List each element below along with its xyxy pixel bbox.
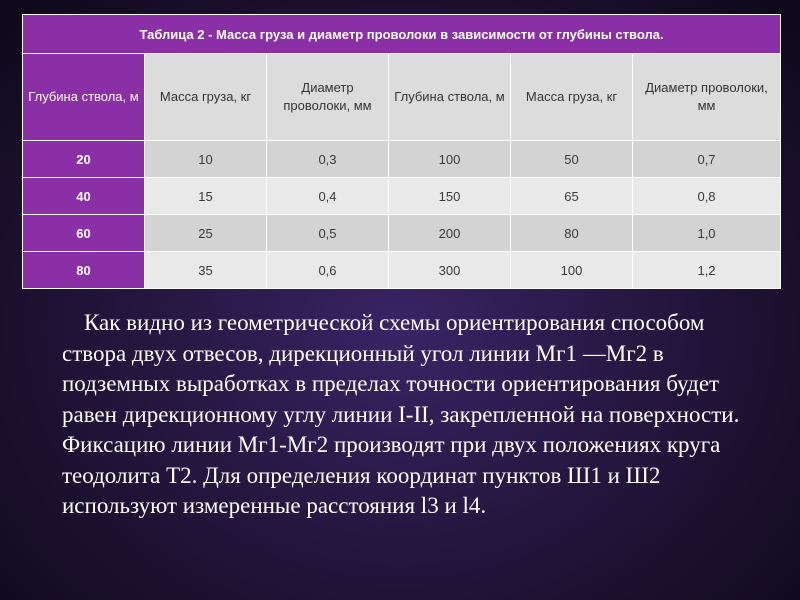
- table-cell: 60: [23, 215, 145, 252]
- header-depth: Глубина ствола, м: [23, 54, 145, 141]
- table-cell: 1,2: [633, 252, 781, 289]
- header-depth-2: Глубина ствола, м: [389, 54, 511, 141]
- table-cell: 200: [389, 215, 511, 252]
- table-cell: 0,8: [633, 178, 781, 215]
- table-cell: 0,4: [267, 178, 389, 215]
- table-cell: 100: [511, 252, 633, 289]
- table-cell: 0,3: [267, 141, 389, 178]
- table-cell: 80: [511, 215, 633, 252]
- table-row: [23, 178, 781, 215]
- table-row: [23, 141, 781, 178]
- table-cell: 65: [511, 178, 633, 215]
- header-diameter-2: Диаметр проволоки, мм: [633, 54, 781, 141]
- table-cell: 35: [145, 252, 267, 289]
- table-cell: 50: [511, 141, 633, 178]
- header-mass-2: Масса груза, кг: [511, 54, 633, 141]
- table-cell: 0,6: [267, 252, 389, 289]
- table-header-row: [23, 54, 781, 141]
- table-cell: 150: [389, 178, 511, 215]
- table-row: [23, 215, 781, 252]
- table-row: [23, 252, 781, 289]
- body-paragraph: Как видно из геометрической схемы ориентирования способом створа двух отвесов, дирекционный угол линии Мг1 —Мг2 в подземных выработках в пределах точности ориентирования будет равен дирекционному углу линии I-II, закрепленной на поверхности. Фиксацию линии Мг1-Мг2 производят при двух положениях круга теодолита Т2. Для определения координат пунктов Ш1 и Ш2 используют измеренные расстояния l3 и l4.: [62, 310, 740, 518]
- header-diameter: Диаметр проволоки, мм: [267, 54, 389, 141]
- table-cell: 80: [23, 252, 145, 289]
- table-cell: 40: [23, 178, 145, 215]
- data-table: [22, 14, 781, 289]
- table-cell: 20: [23, 141, 145, 178]
- table-cell: 10: [145, 141, 267, 178]
- table-cell: 100: [389, 141, 511, 178]
- table-caption-row: [23, 15, 781, 54]
- table-cell: 15: [145, 178, 267, 215]
- table-caption: Таблица 2 - Масса груза и диаметр проволоки в зависимости от глубины ствола.: [23, 15, 781, 54]
- table-cell: 300: [389, 252, 511, 289]
- header-mass: Масса груза, кг: [145, 54, 267, 141]
- table-cell: 1,0: [633, 215, 781, 252]
- table-cell: 25: [145, 215, 267, 252]
- table-cell: 0,5: [267, 215, 389, 252]
- table-cell: 0,7: [633, 141, 781, 178]
